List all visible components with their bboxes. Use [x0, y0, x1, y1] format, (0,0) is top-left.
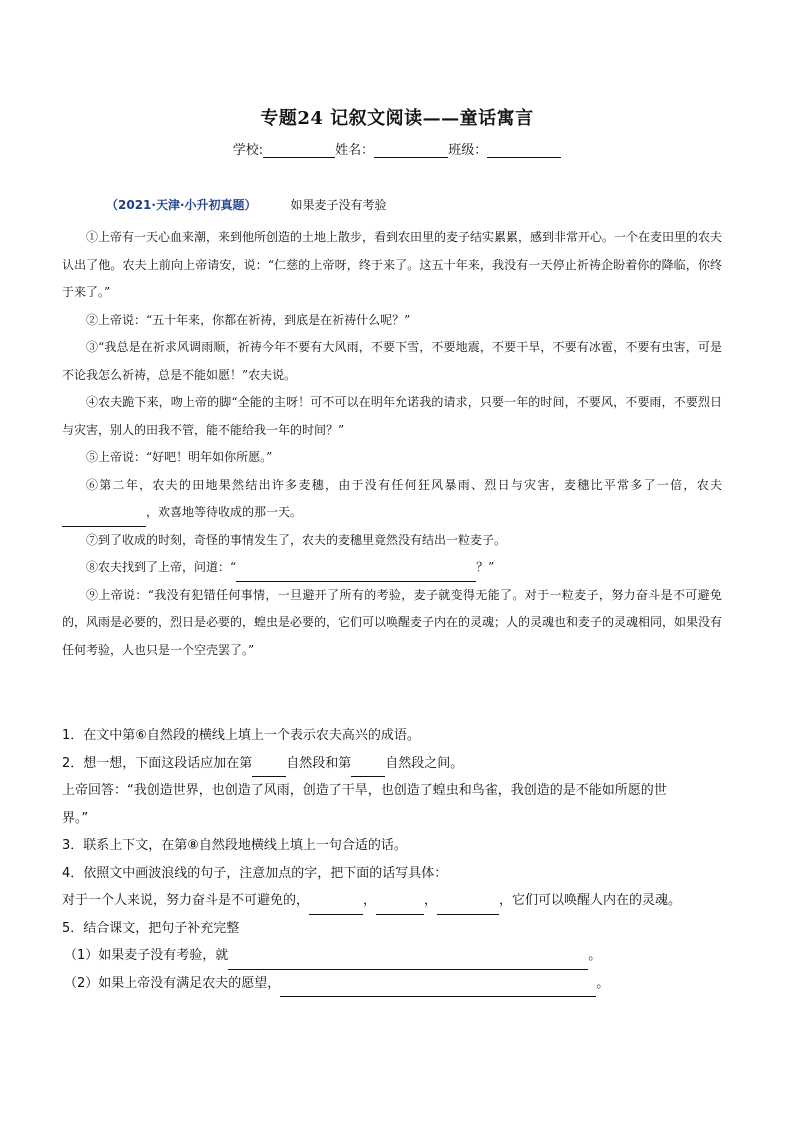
question-4-text: 对于一个人来说，努力奋斗是不可避免的，: [62, 893, 310, 908]
paragraph-8-text: ⑧农夫找到了上帝，问道：“: [86, 560, 237, 574]
question-5: 5．结合课文，把句子补充完整: [62, 920, 240, 936]
student-info-line: [0, 139, 794, 158]
question-2: [62, 750, 732, 778]
question-2-blank-1[interactable]: [252, 762, 286, 777]
paragraph-4: ④农夫跪下来，吻上帝的脚“全能的主呀！可不可以在明年允诺我的请求，只要一年的时间，不要风，不要雨，不要烈日与灾害，别人的田我不管，能不能给我一年的时间？”: [62, 395, 722, 437]
paragraph-8-blank[interactable]: [236, 567, 476, 582]
paragraph-6-text: ⑥第二年，农夫的田地果然结出许多麦穗，由于没有任何狂风暴雨、烈日与灾害，麦穗比平常多了一倍，农夫: [86, 477, 722, 492]
paragraph-5: ⑤上帝说：“好吧！明年如你所愿。”: [86, 450, 273, 464]
question-4-text-end: ，它们可以唤醒人内在的灵魂。: [499, 893, 682, 908]
paragraph-1: ①上帝有一天心血来潮，来到他所创造的土地上散步，看到农田里的麦子结实累累，感到非常开心。一个在麦田里的农夫认出了他。农夫上前向上帝请安，说：“仁慈的上帝呀，终于来了。这五十年来，我没有一天停止祈祷企盼着你的降临，你终于来了。”: [62, 230, 723, 299]
question-5-part-1-period: 。: [588, 948, 602, 963]
question-2-text-a: 2．想一想，下面这段话应加在第: [62, 755, 253, 771]
question-4-blank-3[interactable]: [437, 900, 499, 915]
source-tag: （2021·天津·小升初真题）: [106, 198, 257, 212]
paragraph-6-blank[interactable]: [62, 512, 146, 527]
school-blank[interactable]: [263, 143, 335, 158]
passage-header: [106, 196, 387, 213]
question-2-quote-line-1: 上帝回答：“我创造世界，也创造了风雨，创造了干旱，也创造了蝗虫和鸟雀，我创造的是不能如所愿的世: [62, 783, 667, 798]
question-5-part-2: [62, 970, 732, 998]
question-4-blank-1[interactable]: [309, 900, 363, 915]
question-2-quote-line-2: 界。”: [62, 810, 89, 826]
paragraph-2: ②上帝说：“五十年来，你都在祈祷，到底是在祈祷什么呢？”: [86, 312, 411, 327]
name-label: 姓名：: [335, 143, 375, 158]
question-4-blank-2[interactable]: [376, 900, 424, 915]
paragraph-8: [62, 554, 722, 582]
question-3: 3．联系上下文，在第⑧自然段地横线上填上一句合适的话。: [62, 838, 407, 853]
question-4-line: [62, 887, 732, 915]
paragraph-3: ③“我总是在祈求风调雨顺，祈祷今年不要有大风雨，不要下雪，不要地震，不要干旱，不要有冰雹，不要有虫害，可是不论我怎么祈祷，总是不能如愿！”农夫说。: [62, 340, 722, 382]
paragraph-9: ⑨上帝说：“我没有犯错任何事情，一旦避开了所有的考验，麦子就变得无能了。对于一粒麦子，努力奋斗是不可避免的，风雨是必要的，烈日是必要的，蝗虫是必要的，它们可以唤醒麦子内在的灵魂；人的灵魂也和麦子的灵魂相同，如果没有任何考验，人也只是一个空壳罢了。”: [62, 587, 723, 657]
paragraph-6-text-end: ，欢喜地等待收成的那一天。: [146, 505, 303, 519]
name-blank[interactable]: [374, 143, 448, 158]
question-1: 1．在文中第⑥自然段的横线上填上一个表示农夫高兴的成语。: [62, 728, 420, 743]
passage-title: 如果麦子没有考验: [290, 198, 387, 212]
page-title: 专题24 记叙文阅读——童话寓言: [260, 108, 534, 129]
question-4-comma-1: ，: [363, 893, 377, 908]
paragraph-7: ⑦到了收成的时刻，奇怪的事情发生了，农夫的麦穗里竟然没有结出一粒麦子。: [86, 532, 507, 547]
question-5-part-2-blank[interactable]: [280, 982, 596, 997]
question-5-part-1-blank[interactable]: [228, 955, 588, 970]
school-label: 学校:: [232, 143, 264, 158]
question-2-text-c: 自然段之间。: [385, 755, 464, 771]
class-label: 班级：: [448, 143, 488, 158]
class-blank[interactable]: [487, 143, 561, 158]
question-5-part-2-text: （2）如果上帝没有满足农夫的愿望，: [64, 975, 281, 991]
questions-section: [62, 722, 732, 997]
paragraph-6: [62, 472, 722, 527]
question-4-comma-2: ，: [424, 893, 438, 908]
question-4: 4．依照文中画波浪线的句子，注意加点的字，把下面的话写具体：: [62, 865, 448, 881]
question-2-blank-2[interactable]: [351, 762, 385, 777]
question-5-part-2-period: 。: [596, 975, 610, 991]
question-5-part-1: [62, 942, 732, 970]
paragraph-8-text-end: ？”: [476, 560, 495, 574]
passage-body: [62, 224, 722, 664]
question-5-part-1-text: （1）如果麦子没有考验，就: [64, 948, 229, 963]
question-2-text-b: 自然段和第: [286, 755, 352, 771]
